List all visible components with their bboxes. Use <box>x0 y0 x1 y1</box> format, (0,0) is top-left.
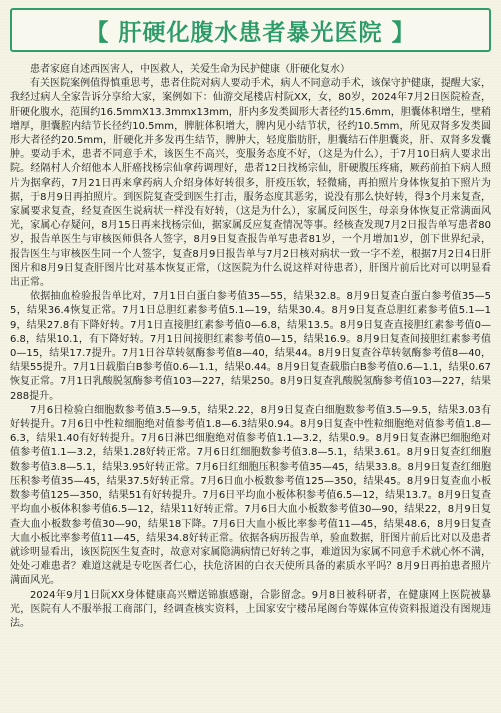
closing-paragraph: 2024年9月1日阮XX身体健康高兴赠送锦旗感谢，合影留念。9月8日被科研者，在健康网上医院被暴光，医院有人不服举报工商部门，经调查核实资料，上国家安宁楼吊尾阁台等媒体宣传资料报道没有图规违法。 <box>10 589 491 629</box>
case-paragraph: 有关医院案例值得慎重思考，患者住院对病人要动手术，病人不同意动手术，该保守护健康，提醒大家，我经过病人全家告诉分享给大家，案例如下：仙游交尾楼店村阮XX，女，80岁，2024年7月2日医院检查，肝硬化腹水，范围约16.5mmX13.3mmx13mm，肝内多发类圆形大者径约15.6mm，胆囊体积增生，壁稍增厚，胆囊腔内结节长径约10.5mm，脾脏体积增大，脾内见小结节状，径约10.5mm，所见双肾多发类圆形大者径约20.5mm，肝硬化并多发再生结节，脾肿大，轻度脂肪肝，胆囊结石伴胆囊炎，肝、双肾多发囊肿。要动手术，患者不同意手术，该医生不高兴，变服务态度不好，（这是为什么），于7月10日病人要求出院。经隔村人介绍他本人肝癌找杨宗仙拿药调理好，患者12日找杨宗仙，肝硬腹压疼痛，厥药前拍下病人照片为据拿药，7月21日再来拿药病人介绍身体好转很多，肝疫压软，轻微痛，再拍照片身体恢复拍下照片为据，于8月9日再拍照片。到医院复查受到医生打击，服务态度其恶劣，说没有那么快好转，得3个月来复查，家属要求复查，经复查医生说病状一样没有好转，（这是为什么），家属反问医生，母亲身体恢复正常满面风光，家属心存疑问，8月15日再来找杨宗仙，据家属反应复查情况等事。经核查发现7月2日报告单写患者80岁，报告单医生与审核医师俱各人签字，8月9日复查报告单写患者81岁，一个月增加1岁，创下世界纪录，报告医生与审核医生同一个人签字，复查8月9日报告单与7月2日核对病状一致一字不差，根据7月2日4日肝图片和8月9日复查肝图片比对基本恢复正常，（这医院为什么说这样对待患者），肝图片前后比对可以明显看出正常。 <box>10 78 491 289</box>
title-banner <box>10 8 491 52</box>
article-body <box>8 63 493 631</box>
blood-cell-paragraph: 7月6日检验白细胞数参考值3.5—9.5，结果2.22，8月9日复查白细胞数参考值3.5—9.5，结果3.03有好转提升。7月6日中性粒细胞绝对值参考值1.8—6.3结果0.94。8月9日复查中性粒细胞绝对值参考值1.8—6.3，结果1.40有好转提升。7月6日淋巴细胞绝对值参考值1.1—3.2，结果0.9。8月9日复查淋巴细胞绝对值参考值1.1—3.2，结果1.28好转正常。7月6日红细胞数参考值3.8—5.1，结果3.61。8月9日复查红细胞数参考值3.8—5.1，结果3.95好转正常。7月6日红细胞压积参考值35—45，结果33.8。8月9日复查红细胞压积参考值35—45，结果37.5好转正常。7月6日血小板数参考值125—350，结果45。8月9日复查血小板数参考值125—350，结果51有好转提升。7月6日平均血小板体积参考值6.5—12，结果13.7。8月9日复查平均血小板体积参考值6.5—12，结果11好转正常。7月6日大血小板数参考值30—90，结果22，8月9日复查大血小板数参考值30—90，结果18下降。7月6日大血小板比率参考值11—45，结果48.6，8月9日复查大血小板比率参考值11—45，结果34.8好转正常。依据各病历报告单，验血数据，肝图片前后比对以及患者就诊明显看出，该医院医生复查时，故意对家属隐满病情已好转之事，难道因为家属不同意手术就心怀不满，处处刁难患者？难道这就是专吃医者仁心，扶危济困的白衣天使所具备的素质水平吗？8月9日再拍患者照片满面风光。 <box>10 404 491 587</box>
blood-test-paragraph: 依据抽血检验报告单比对，7月1日白蛋白参考值35—55，结果32.8。8月9日复查白蛋白参考值35—55，结果36.4恢复正常。7月1日总胆红素参考值5.1—19，结果30.4。8月9日复查总胆红素参考值5.1—19，结果27.8有下降好转。7月1日直接胆红素参考值0—6.8，结果13.5。8月9日复查直接胆红素参考值0—6.8，结果10.1，有下降好转。7月1日间接胆红素参考值0—15，结果16.9。8月9日复查间接胆红素参考值0—15，结果17.7提升。7月1日谷草转氨酶参考值8—40，结果44。8月9日复查谷草转氨酶参考值8—40，结果55提升。7月1日载脂白B参考值0.6—1.1，结果0.44。8月9日复查载脂白B参考值0.6—1.1，结果0.67恢复正常。7月1日乳酸脱氢酶参考值103—227，结果250。8月9日复查乳酸脱氢酶参考值103—227，结果288提升。 <box>10 291 491 402</box>
intro-paragraph: 患者家庭自述西医害人，中医救人，关爱生命为民护健康（肝硬化复水） <box>30 64 350 75</box>
page-title: 【 肝硬化腹水患者暴光医院 】 <box>85 19 416 46</box>
